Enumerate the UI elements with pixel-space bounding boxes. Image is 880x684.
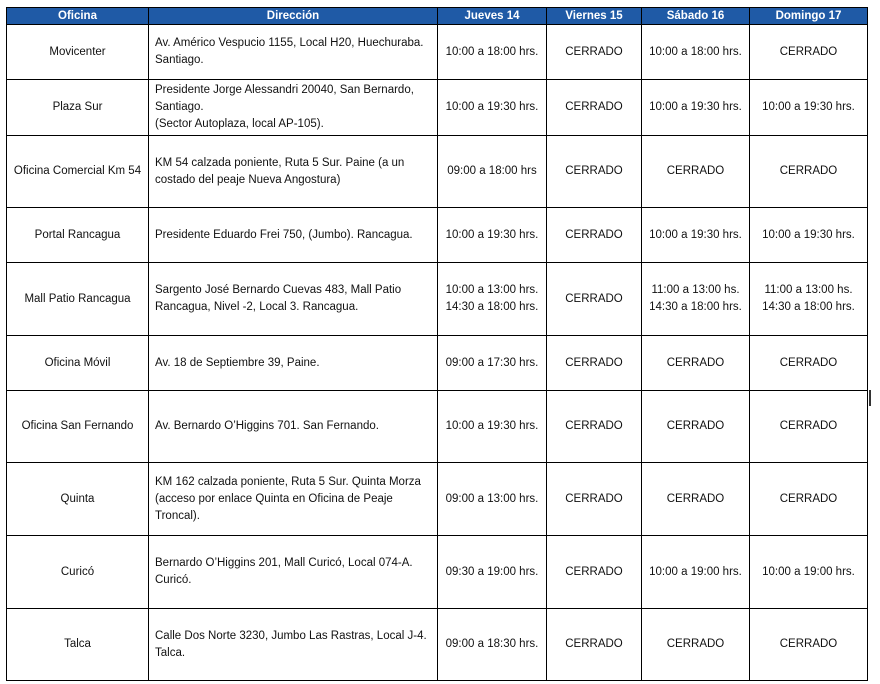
cell-line: CERRADO	[779, 420, 838, 432]
cell-line: CERRADO	[779, 165, 838, 177]
cell-line: 10:00 a 18:00 hrs.	[649, 45, 742, 58]
cursor-marker	[869, 390, 871, 406]
cell-line: CERRADO	[565, 228, 623, 241]
cell-line: CERRADO	[666, 638, 725, 650]
cell-line: 10:00 a 18:00 hrs.	[445, 45, 539, 58]
cell-sabado	[642, 609, 750, 681]
cell-line: 09:30 a 19:00 hrs.	[445, 565, 539, 578]
header-domingo: Domingo 17	[750, 8, 868, 25]
cell-domingo	[750, 391, 868, 463]
cell-line: CERRADO	[779, 356, 838, 369]
cell-line: KM 162 calzada poniente, Ruta 5 Sur. Quinta Morza	[155, 475, 421, 488]
header-jueves: Jueves 14	[438, 8, 547, 25]
cell-viernes	[547, 536, 642, 609]
cell-line: 10:00 a 19:30 hrs.	[649, 228, 742, 241]
table-row	[7, 391, 868, 463]
cell-oficina: Oficina Comercial Km 54	[7, 136, 149, 208]
cell-viernes	[547, 336, 642, 391]
table-row	[7, 136, 868, 208]
cell-line: Talca.	[155, 646, 186, 659]
cell-oficina: Oficina Móvil	[7, 336, 149, 391]
cell-direccion	[149, 136, 438, 208]
cell-line: Av. Américo Vespucio 1155, Local H20, Huechuraba.	[155, 37, 424, 49]
cell-domingo	[750, 80, 868, 136]
cell-line: CERRADO	[779, 638, 838, 650]
table-row	[7, 208, 868, 263]
cell-line: costado del peaje Nueva Angostura)	[155, 173, 341, 186]
cell-line: 14:30 a 18:00 hrs.	[762, 301, 855, 313]
cell-viernes	[547, 25, 642, 80]
cell-viernes	[547, 208, 642, 263]
cell-sabado	[642, 80, 750, 136]
cell-domingo	[750, 208, 868, 263]
cell-line: CERRADO	[565, 356, 623, 369]
cell-domingo	[750, 609, 868, 681]
cell-line: 10:00 a 19:30 hrs.	[649, 101, 742, 113]
cell-direccion	[149, 336, 438, 391]
cell-direccion	[149, 208, 438, 263]
cell-line: 09:00 a 17:30 hrs.	[445, 356, 539, 369]
cell-jueves	[438, 263, 547, 336]
cell-line: CERRADO	[779, 492, 838, 505]
cell-line: CERRADO	[779, 45, 838, 58]
cell-viernes	[547, 263, 642, 336]
cell-line: 10:00 a 19:30 hrs.	[762, 101, 855, 113]
cell-line: CERRADO	[565, 165, 623, 177]
cell-line: KM 54 calzada poniente, Ruta 5 Sur. Paine (a un	[155, 156, 405, 169]
cell-viernes	[547, 463, 642, 536]
cell-line: (Sector Autoplaza, local AP-105).	[155, 118, 324, 130]
cell-jueves	[438, 80, 547, 136]
cell-line: 09:00 a 18:00 hrs	[447, 165, 537, 177]
cell-line: Santiago.	[155, 101, 204, 113]
cell-jueves	[438, 336, 547, 391]
cell-domingo	[750, 536, 868, 609]
cell-domingo	[750, 336, 868, 391]
cell-oficina: Portal Rancagua	[7, 208, 149, 263]
cell-sabado	[642, 25, 750, 80]
header-row	[7, 8, 868, 25]
cell-line: 10:00 a 13:00 hrs.	[445, 284, 539, 296]
table-body	[7, 25, 868, 681]
table-row	[7, 80, 868, 136]
cell-jueves	[438, 391, 547, 463]
cell-oficina: Quinta	[7, 463, 149, 536]
cell-sabado	[642, 391, 750, 463]
table-row	[7, 463, 868, 536]
cell-jueves	[438, 25, 547, 80]
cell-jueves	[438, 463, 547, 536]
cell-direccion	[149, 609, 438, 681]
cell-jueves	[438, 136, 547, 208]
cell-oficina: Talca	[7, 609, 149, 681]
table-row	[7, 536, 868, 609]
cell-direccion	[149, 263, 438, 336]
cell-line: 10:00 a 19:30 hrs.	[762, 228, 855, 241]
cell-direccion	[149, 80, 438, 136]
cell-line: Troncal).	[155, 509, 200, 522]
cell-viernes	[547, 136, 642, 208]
cell-line: 11:00 a 13:00 hs.	[764, 284, 853, 296]
cell-line: (acceso por enlace Quinta en Oficina de Peaje	[155, 492, 393, 505]
table-row	[7, 263, 868, 336]
cell-sabado	[642, 208, 750, 263]
cell-direccion	[149, 536, 438, 609]
cell-line: Calle Dos Norte 3230, Jumbo Las Rastras, Local J-4.	[155, 629, 427, 642]
cell-line: 11:00 a 13:00 hs.	[651, 284, 740, 296]
cell-line: 09:00 a 18:30 hrs.	[445, 638, 539, 650]
cell-line: CERRADO	[565, 420, 623, 432]
cell-line: CERRADO	[666, 356, 725, 369]
cell-line: 10:00 a 19:30 hrs.	[445, 228, 539, 241]
cell-line: CERRADO	[565, 638, 623, 650]
cell-line: CERRADO	[666, 420, 725, 432]
cell-line: 14:30 a 18:00 hrs.	[649, 301, 742, 313]
cell-oficina: Plaza Sur	[7, 80, 149, 136]
cell-viernes	[547, 609, 642, 681]
cell-line: Rancagua, Nivel -2, Local 3. Rancagua.	[155, 301, 359, 313]
header-viernes: Viernes 15	[547, 8, 642, 25]
cell-line: Sargento José Bernardo Cuevas 483, Mall Patio	[155, 284, 402, 296]
header-sabado: Sábado 16	[642, 8, 750, 25]
table-row	[7, 609, 868, 681]
cell-oficina: Movicenter	[7, 25, 149, 80]
cell-line: Curicó.	[155, 574, 192, 586]
cell-line: Bernardo O’Higgins 201, Mall Curicó, Local 074-A.	[155, 557, 413, 569]
cell-line: 14:30 a 18:00 hrs.	[445, 301, 539, 313]
cell-jueves	[438, 536, 547, 609]
cell-line: Santiago.	[155, 54, 204, 66]
cell-viernes	[547, 80, 642, 136]
table-row	[7, 25, 868, 80]
cell-sabado	[642, 136, 750, 208]
cell-sabado	[642, 336, 750, 391]
schedule-table	[6, 7, 868, 681]
cell-jueves	[438, 208, 547, 263]
cell-line: CERRADO	[666, 165, 725, 177]
header-direccion: Dirección	[149, 8, 438, 25]
cell-line: 10:00 a 19:30 hrs.	[445, 420, 539, 432]
cell-line: Presidente Jorge Alessandri 20040, San Bernardo,	[155, 84, 414, 96]
cell-line: 10:00 a 19:00 hrs.	[762, 565, 855, 578]
cell-oficina: Oficina San Fernando	[7, 391, 149, 463]
table-row	[7, 336, 868, 391]
cell-line: 10:00 a 19:00 hrs.	[649, 565, 742, 578]
cell-domingo	[750, 25, 868, 80]
cell-jueves	[438, 609, 547, 681]
cell-line: CERRADO	[565, 101, 623, 113]
cell-line: Av. 18 de Septiembre 39, Paine.	[155, 356, 320, 369]
cell-line: CERRADO	[565, 565, 623, 578]
cell-domingo	[750, 263, 868, 336]
cell-viernes	[547, 391, 642, 463]
cell-line: CERRADO	[666, 492, 725, 505]
cell-domingo	[750, 463, 868, 536]
cell-line: 10:00 a 19:30 hrs.	[445, 101, 539, 113]
cell-line: 09:00 a 13:00 hrs.	[445, 492, 539, 505]
cell-domingo	[750, 136, 868, 208]
cell-sabado	[642, 463, 750, 536]
cell-sabado	[642, 263, 750, 336]
cell-line: CERRADO	[565, 292, 623, 305]
cell-oficina: Curicó	[7, 536, 149, 609]
cell-sabado	[642, 536, 750, 609]
cell-direccion	[149, 25, 438, 80]
header-oficina: Oficina	[7, 8, 149, 25]
cell-direccion	[149, 391, 438, 463]
cell-line: CERRADO	[565, 492, 623, 505]
cell-line: Presidente Eduardo Frei 750, (Jumbo). Rancagua.	[155, 228, 413, 241]
cell-oficina: Mall Patio Rancagua	[7, 263, 149, 336]
cell-line: Av. Bernardo O’Higgins 701. San Fernando.	[155, 420, 379, 432]
cell-line: CERRADO	[565, 45, 623, 58]
cell-direccion	[149, 463, 438, 536]
